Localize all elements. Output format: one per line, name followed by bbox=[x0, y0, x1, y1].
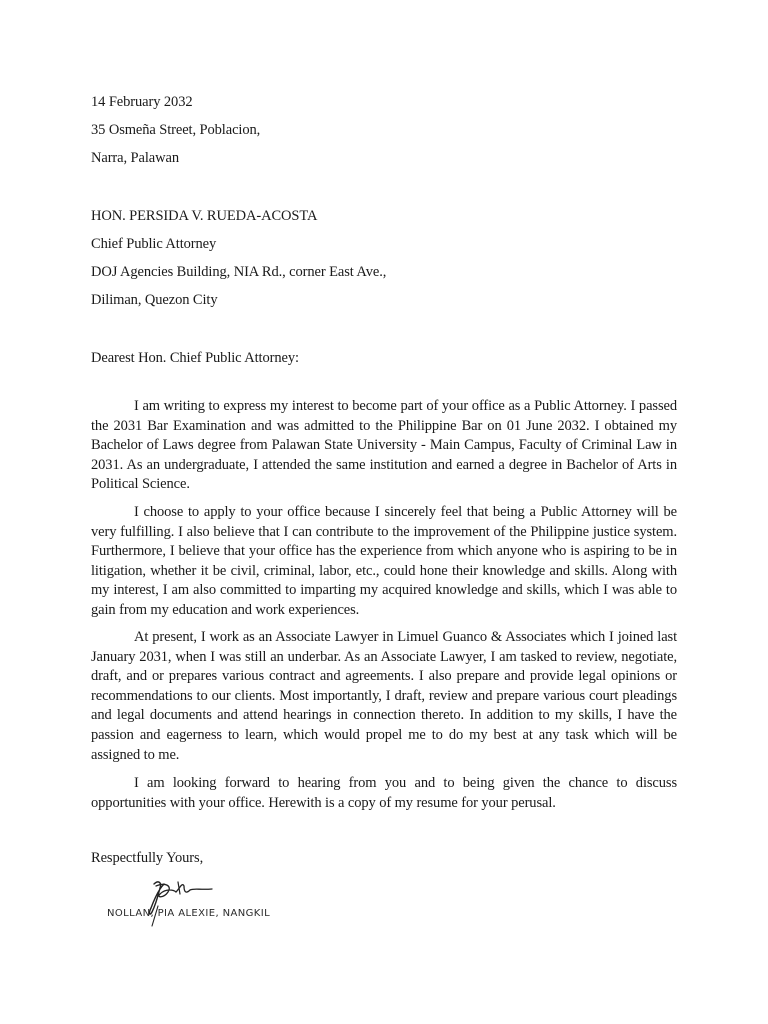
body-paragraph-2: I choose to apply to your office because I sincerely feel that being a Public Attorney will be very fulfilling. I also believe that I can contribute to the improvement of the Philippine justice system. Furthermore, I believe that your office has the experience from which anyone who is aspiring to be in litigation, whether it be civil, criminal, labor, etc., could hone their knowledge and skills. Along with my interest, I am also committed to imparting my acquired knowledge and skills, which I was able to gain from my education and work experiences. bbox=[91, 504, 677, 618]
recipient-address-line1: DOJ Agencies Building, NIA Rd., corner East Ave., bbox=[91, 264, 387, 280]
body-paragraph-1: I am writing to express my interest to become part of your office as a Public Attorney. I passed the 2031 Bar Examination and was admitted to the Philippine Bar on 01 June 2032. I obtained my Bachelor of Laws degree from Palawan State University - Main Campus, Faculty of Criminal Law in 2031. As an undergraduate, I attended the same institution and earned a degree in Bachelor of Arts in Political Science. bbox=[91, 398, 677, 493]
recipient-title: Chief Public Attorney bbox=[91, 236, 217, 252]
recipient-name: HON. PERSIDA V. RUEDA-ACOSTA bbox=[91, 208, 318, 224]
closing: Respectfully Yours, bbox=[91, 850, 204, 866]
salutation: Dearest Hon. Chief Public Attorney: bbox=[91, 350, 299, 366]
body-paragraph-4: I am looking forward to hearing from you and to being given the chance to discuss opportunities with your office. Herewith is a copy of my resume for your perusal. bbox=[91, 775, 677, 811]
recipient-address-line2: Diliman, Quezon City bbox=[91, 292, 218, 308]
sender-address-line2: Narra, Palawan bbox=[91, 150, 179, 166]
body-paragraph-3: At present, I work as an Associate Lawyer in Limuel Guanco & Associates which I joined last January 2031, when I was still an underbar. As an Associate Lawyer, I am tasked to review, negotiate, draft, and or prepares various contract and agreements. I also prepare and provide legal opinions or recommendations to our clients. Most importantly, I draft, review and prepare various court pleadings and legal documents and attend hearings in connection thereto. In addition to my skills, I have the passion and eagerness to learn, which would propel me to do my best at any task which will be assigned to me. bbox=[91, 629, 677, 763]
sender-address-line1: 35 Osmeña Street, Poblacion, bbox=[91, 122, 261, 138]
signature-printed-name: NOLLAN, PIA ALEXIE, NANGKIL bbox=[107, 908, 271, 919]
signature-scribble bbox=[96, 872, 276, 930]
letter-date: 14 February 2032 bbox=[91, 94, 193, 110]
